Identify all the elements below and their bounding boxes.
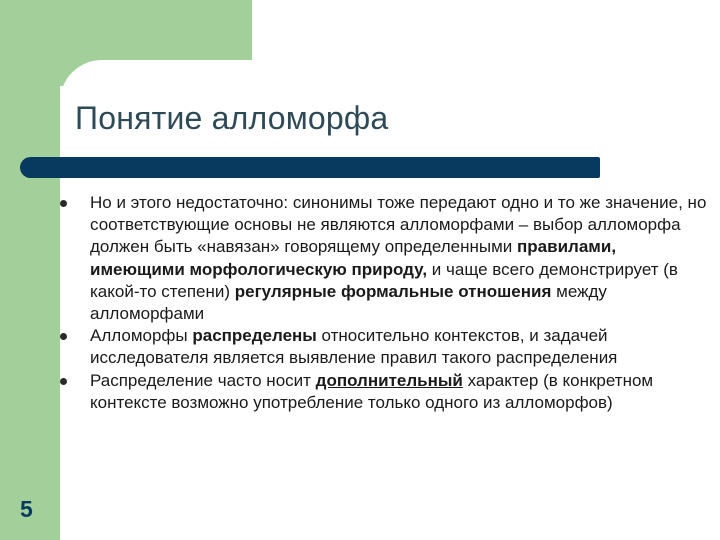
decorative-green-strip xyxy=(0,0,60,540)
bullet-text-run: между алломорфами xyxy=(90,281,607,324)
bullet-text-run: Но и этого недостаточно: синонимы тоже передают одно и то же значение, но соответствующие основы не являются алломорфами – выбор алломорфа должен быть «навязан» говорящему определенными xyxy=(90,193,707,257)
bullet-text-bold-run: распределены xyxy=(192,326,317,346)
bullet-icon xyxy=(60,378,67,385)
bullet-text-bold-underline-run: дополнительный xyxy=(315,370,463,390)
bullet-text xyxy=(90,371,653,412)
bullet-text-run: Распределение часто носит xyxy=(90,370,316,390)
bullet-text-run: и чаще всего демонстрирует (в какой-то степени) xyxy=(90,259,678,301)
bullet-item xyxy=(60,370,712,414)
bullet-item xyxy=(60,192,712,325)
bullet-list xyxy=(60,192,712,414)
bullet-text-run: относительно контекстов, и задачей исследователя является выявление правил такого распределения xyxy=(90,326,618,368)
bullet-text-bold-run: регулярные формальные отношения xyxy=(234,281,552,301)
slide-number: 5 xyxy=(20,496,33,522)
bullet-icon xyxy=(60,200,67,207)
bullet-icon xyxy=(60,333,67,340)
bullet-text xyxy=(90,193,706,323)
bullet-text xyxy=(90,326,617,367)
slide-title: Понятие алломорфа xyxy=(75,100,389,136)
bullet-text-run: характер (в конкретном контексте возможно употребление только одного из алломорфов) xyxy=(90,370,654,412)
bullet-text-bold-run: правилами, имеющими морфологическую природу, xyxy=(90,237,617,279)
bullet-text-run: Алломорфы xyxy=(90,326,193,346)
bullet-item xyxy=(60,325,712,369)
title-underline-bar xyxy=(20,157,600,178)
